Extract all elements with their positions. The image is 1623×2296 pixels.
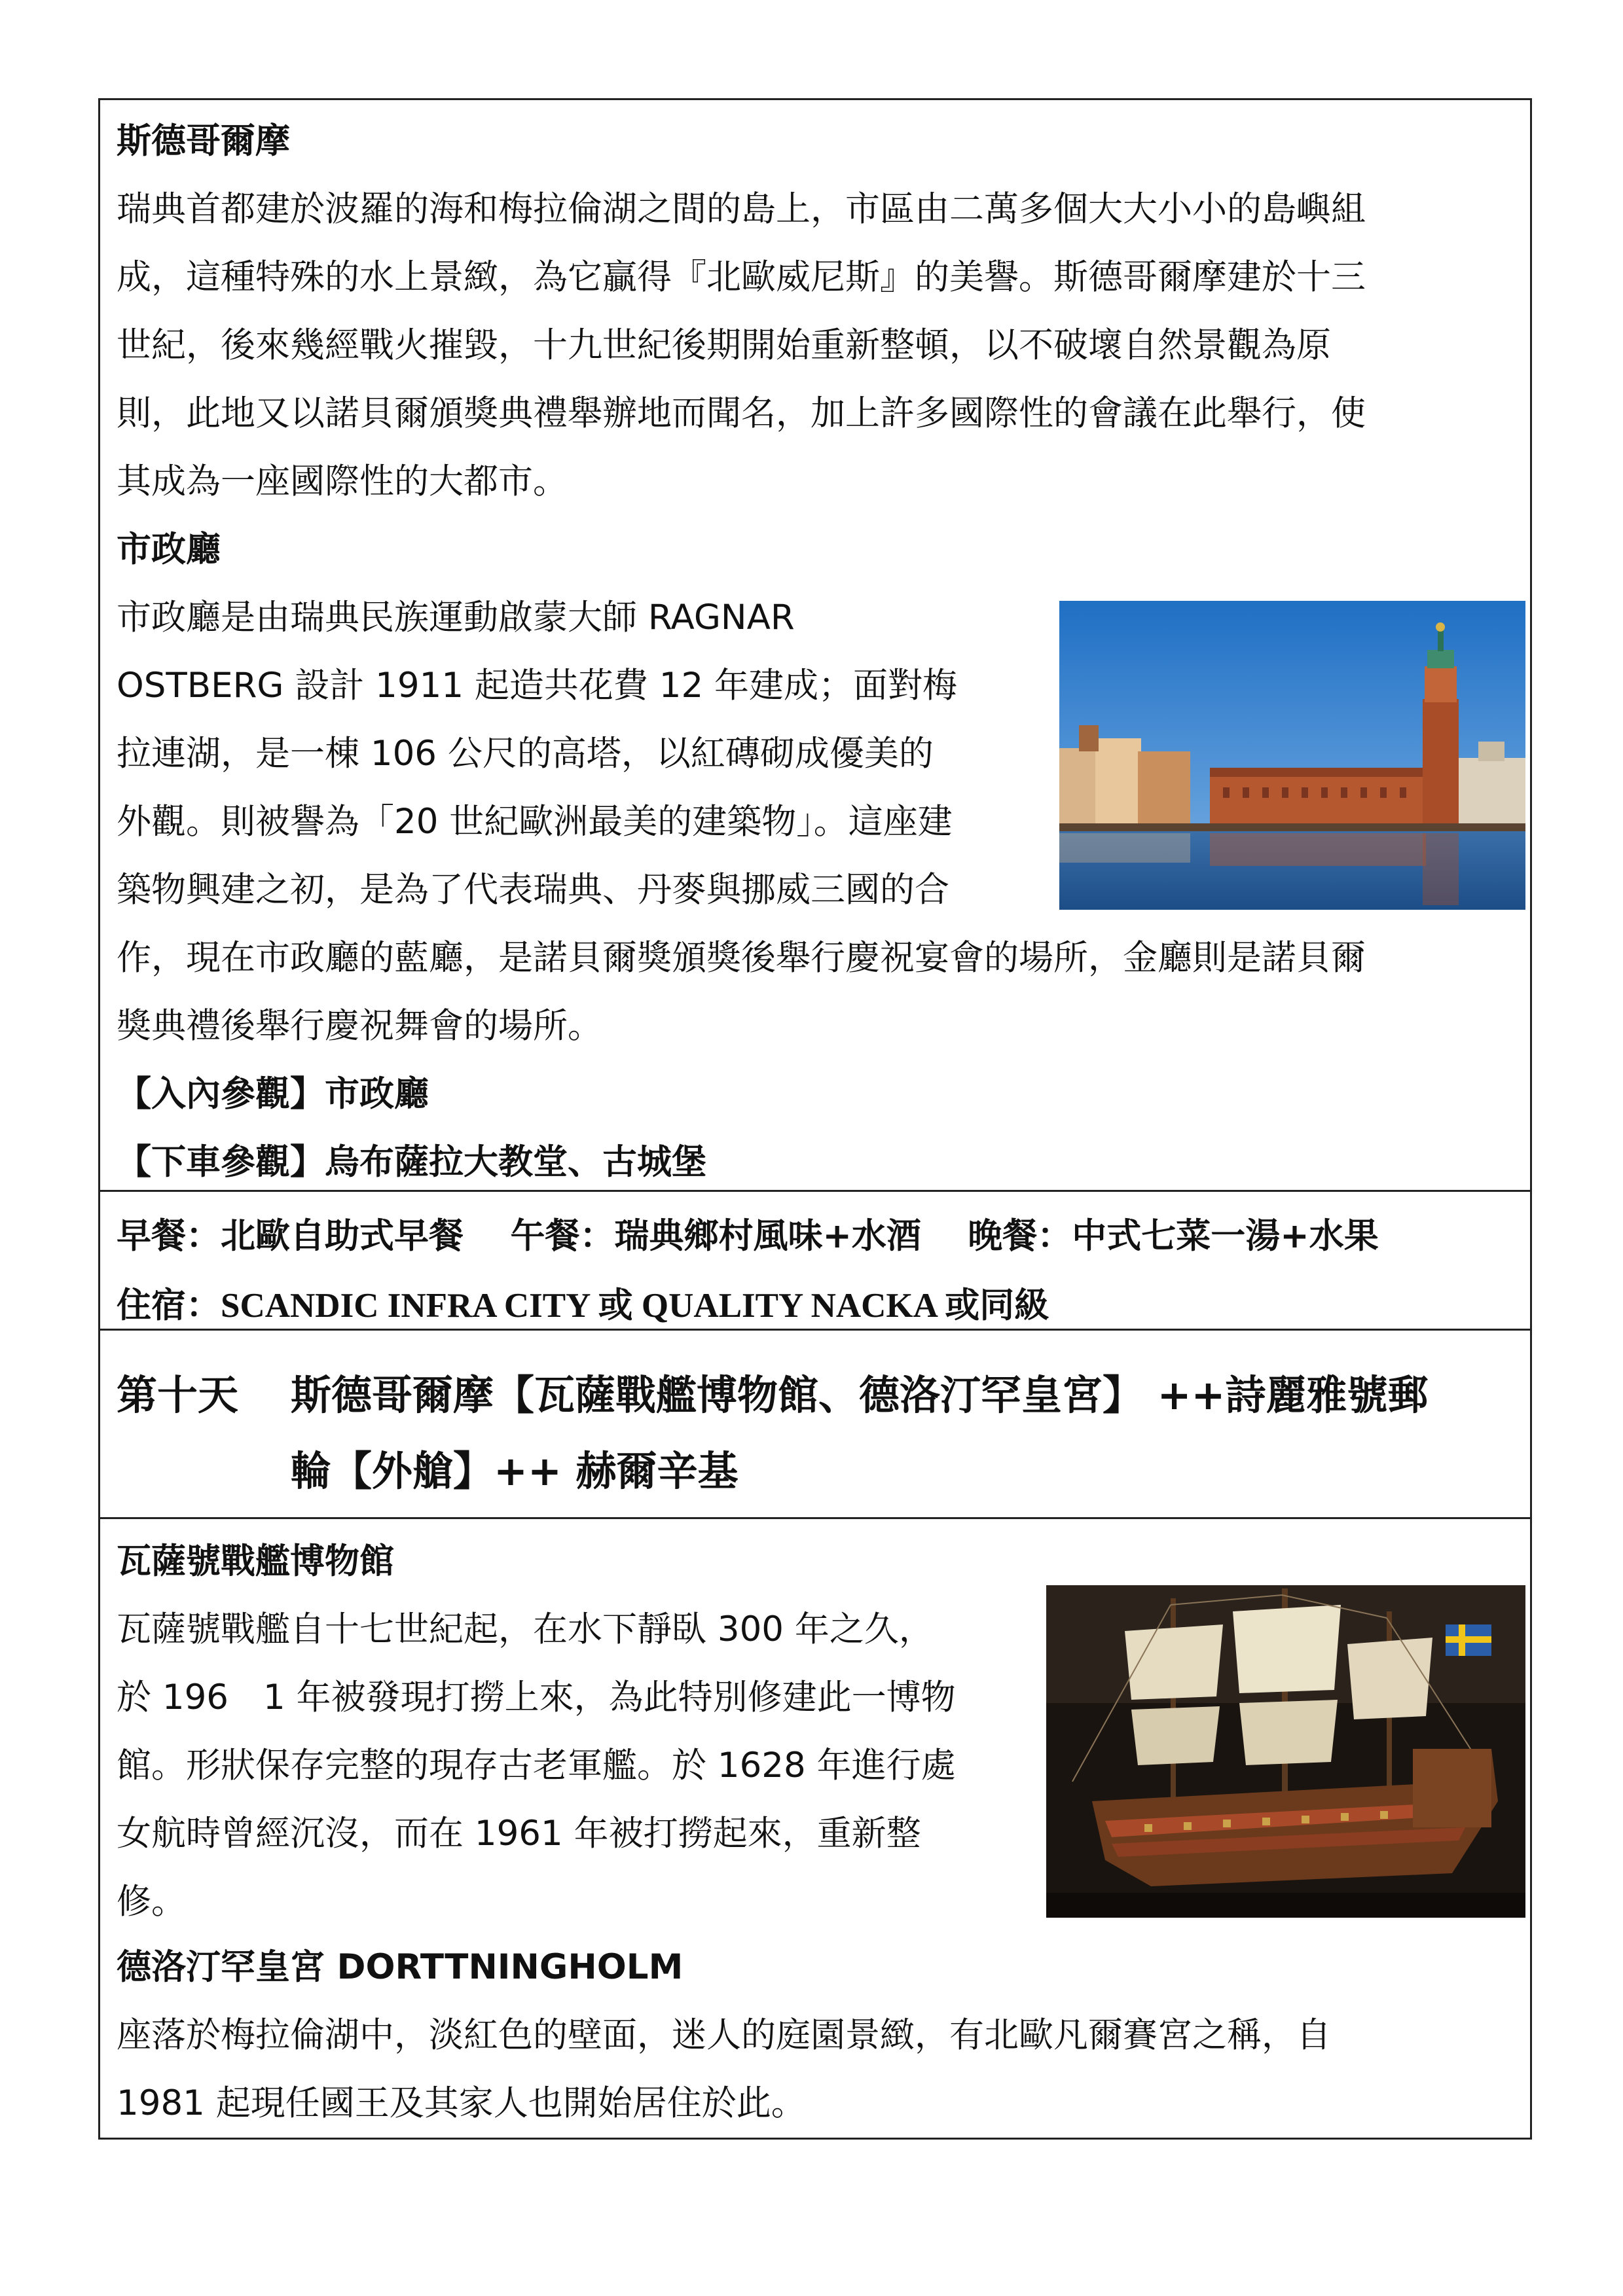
day-title-continued: 輪【外艙】++ 赫爾辛基	[291, 1447, 739, 1495]
vasa-description	[117, 1596, 956, 1936]
drottningholm-heading: 德洛汀罕皇宮 DORTTNINGHOLM	[117, 1947, 684, 1987]
text-line: 館。形狀保存完整的現存古老軍艦。於 1628 年進行處	[117, 1746, 956, 1785]
vasa-ship-photo	[1046, 1585, 1525, 1918]
vasa-heading: 瓦薩號戰艦博物館	[117, 1541, 394, 1581]
text-line: 則，此地又以諾貝爾頒獎典禮舉辦地而聞名，加上許多國際性的會議在此舉行，使	[117, 393, 1366, 433]
text-line: 女航時曾經沉沒，而在 1961 年被打撈起來，重新整	[117, 1814, 921, 1854]
text-line: 其成為一座國際性的大都市。	[117, 461, 568, 501]
visit-outside-note: 【下車參觀】烏布薩拉大教堂、古城堡	[117, 1142, 706, 1182]
text-line: 瓦薩號戰艦自十七世紀起，在水下靜臥 300 年之久，	[117, 1609, 934, 1649]
text-line: 1981 起現任國王及其家人也開始居住於此。	[117, 2083, 806, 2123]
text-line: 外觀。則被譽為「20 世紀歐洲最美的建築物」。這座建	[117, 802, 953, 842]
hotel-line: 住宿：SCANDIC INFRA CITY 或 QUALITY NACKA 或同級	[117, 1287, 1049, 1325]
text-line: 於 196 1 年被發現打撈上來，為此特別修建此一博物	[117, 1677, 956, 1717]
text-line: 世紀，後來幾經戰火摧毀，十九世紀後期開始重新整頓，以不破壞自然景觀為原	[117, 325, 1331, 365]
day-label: 第十天	[117, 1371, 239, 1419]
day-title: 斯德哥爾摩【瓦薩戰艦博物館、德洛汀罕皇宮】 ++詩麗雅號郵	[291, 1371, 1429, 1419]
text-line: 成，這種特殊的水上景緻，為它贏得『北歐威尼斯』的美譽。斯德哥爾摩建於十三	[117, 257, 1366, 297]
meals-line: 早餐：北歐自助式早餐 午餐：瑞典鄉村風味+水酒 晚餐：中式七菜一湯+水果	[117, 1216, 1379, 1256]
city-hall-heading: 市政廳	[117, 529, 221, 569]
text-line: OSTBERG 設計 1911 起造共花費 12 年建成；面對梅	[117, 666, 958, 706]
stockholm-description	[117, 175, 1366, 516]
text-line: 瑞典首都建於波羅的海和梅拉倫湖之間的島上，市區由二萬多個大大小小的島嶼組	[117, 189, 1366, 229]
text-line: 市政廳是由瑞典民族運動啟蒙大師 RAGNAR	[117, 598, 795, 637]
stockholm-heading: 斯德哥爾摩	[117, 121, 290, 161]
divider	[98, 1517, 1532, 1519]
text-line: 座落於梅拉倫湖中，淡紅色的壁面，迷人的庭園景緻，有北歐凡爾賽宮之稱，自	[117, 2015, 1331, 2055]
text-line: 築物興建之初，是為了代表瑞典、丹麥與挪威三國的合	[117, 870, 949, 910]
text-line: 作，現在市政廳的藍廳，是諾貝爾獎頒獎後舉行慶祝宴會的場所，金廳則是諾貝爾	[117, 938, 1366, 978]
text-line: 拉連湖，是一棟 106 公尺的高塔，以紅磚砌成優美的	[117, 734, 934, 774]
meals-and-hotel	[117, 1202, 1379, 1340]
text-line: 獎典禮後舉行慶祝舞會的場所。	[117, 1006, 602, 1046]
city-hall-photo	[1059, 601, 1525, 910]
text-line: 修。	[117, 1882, 186, 1922]
visit-inside-note: 【入內參觀】市政廳	[117, 1074, 429, 1114]
drottningholm-description	[117, 2001, 1331, 2138]
